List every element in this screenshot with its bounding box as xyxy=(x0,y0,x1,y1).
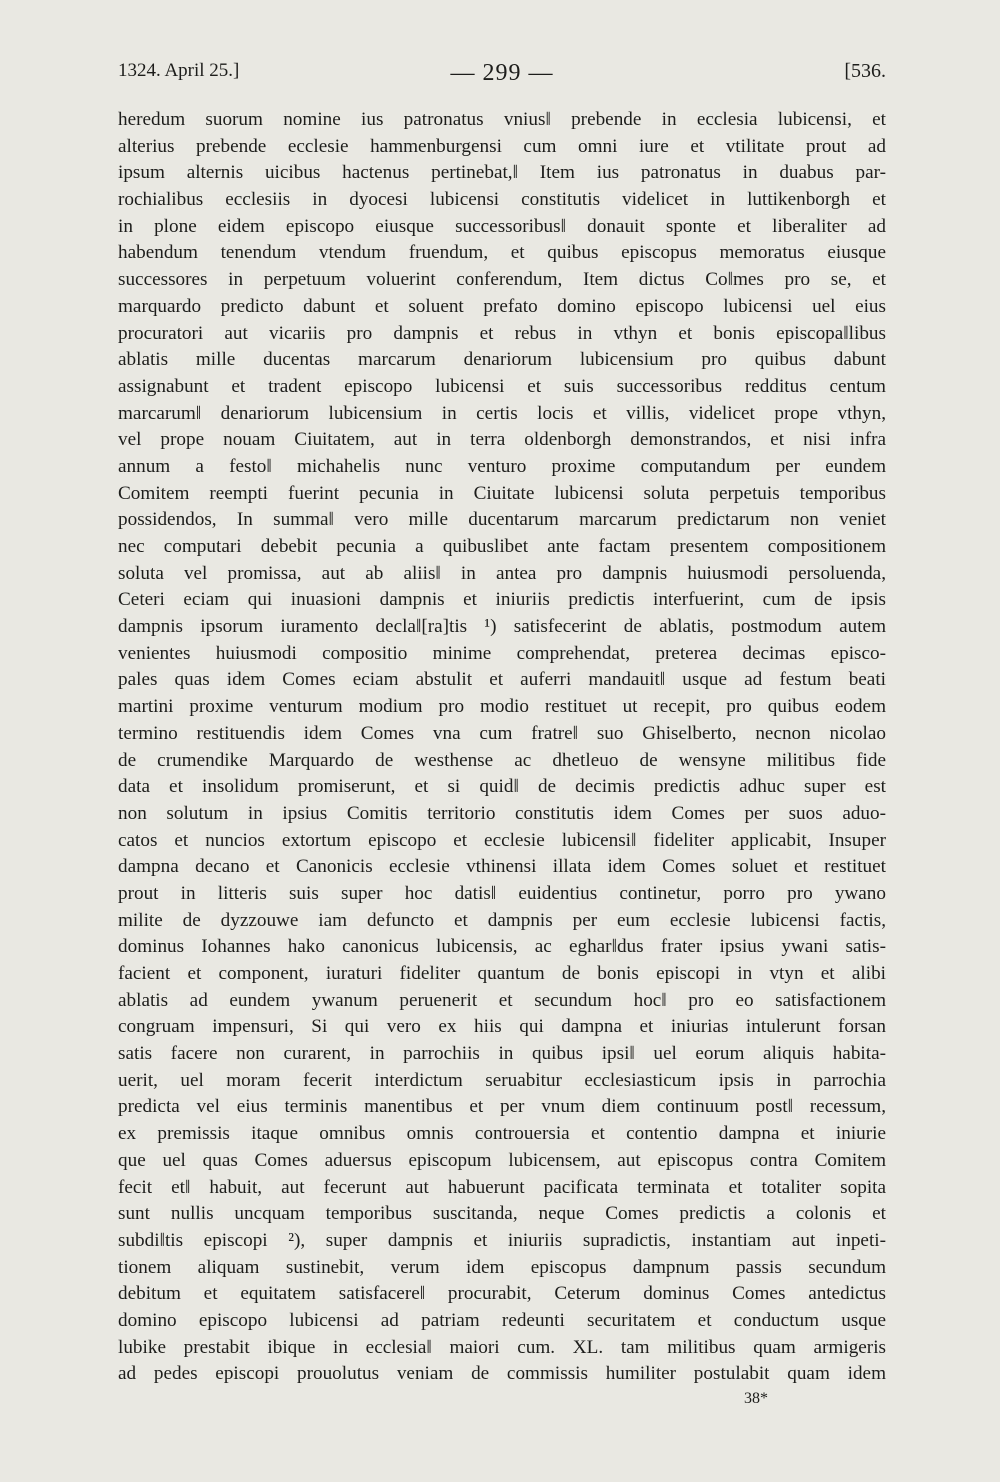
text-line: ablatis mille ducentas marcarum denariorum lubicensium pro quibus dabunt xyxy=(118,349,886,371)
text-line: de crumendike Marquardo de westhense ac dhetleuo de wensyne militibus fide xyxy=(118,749,886,771)
text-line: nec computari debebit pecunia a quibuslibet ante factam presentem compositionem xyxy=(118,536,886,557)
text-line: habendum tenendum vtendum fruendum, et quibus episcopus memoratus eiusque xyxy=(118,242,886,264)
text-line: assignabunt et tradent episcopo lubicensi et suis successoribus redditus centum xyxy=(118,375,886,397)
text-line: rochialibus ecclesiis in dyocesi lubicensi constitutis videlicet in luttikenborgh et xyxy=(118,189,886,211)
text-line: satis facere non curarent, in parrochiis in quibus ipsi‖ uel eorum aliquis habita- xyxy=(118,1043,886,1065)
text-line: debitum et equitatem satisfacere‖ procurabit, Ceterum dominus Comes antedictus xyxy=(118,1283,886,1305)
text-line: annum a festo‖ michahelis nunc venturo proxime computandum per eundem xyxy=(118,455,886,477)
text-line: dampnis ipsorum iuramento decla‖[ra]tis ¹) satisfecerint de ablatis, postmodum autem xyxy=(118,616,886,638)
text-line: uerit, uel moram fecerit interdictum seruabitur ecclesiasticum ipsis in parrochia xyxy=(118,1069,886,1091)
text-line: tionem aliquam sustinebit, verum idem episcopus dampnum passis secundum xyxy=(118,1256,886,1278)
text-line: ipsum alternis uicibus hactenus pertinebat,‖ Item ius patronatus in duabus par- xyxy=(118,162,886,184)
text-line: marcarum‖ denariorum lubicensium in certis locis et villis, videlicet prope vthyn, xyxy=(118,402,886,424)
text-line: milite de dyzzouwe iam defuncto et dampnis per eum ecclesie lubicensi factis, xyxy=(118,909,886,931)
text-line: Ceteri eciam qui inuasioni dampnis et iniuriis predictis interfuerint, cum de ipsis xyxy=(118,589,886,611)
text-line: ad pedes episcopi prouolutus veniam de commissis humiliter postulabit quam idem xyxy=(118,1363,886,1385)
text-line: vel prope nouam Ciuitatem, aut in terra oldenborgh demonstrandos, et nisi infra xyxy=(118,429,886,451)
signature-mark: 38* xyxy=(744,1390,768,1407)
text-line: marquardo predicto dabunt et soluent prefato domino episcopo lubicensi uel eius xyxy=(118,295,886,317)
text-line: in plone eidem episcopo eiusque successoribus‖ donauit sponte et liberaliter ad xyxy=(118,215,886,237)
text-line: pales quas idem Comes eciam abstulit et auferri mandauit‖ usque ad festum beati xyxy=(118,669,886,691)
text-line: subdi‖tis episcopi ²), super dampnis et iniuriis supradictis, instantiam aut inpeti- xyxy=(118,1229,886,1251)
text-line: possidendos, In summa‖ vero mille ducentarum marcarum predictarum non veniet xyxy=(118,509,886,531)
text-line: non solutum in ipsius Comitis territorio constitutis idem Comes per suos aduo- xyxy=(118,802,886,824)
text-line: dominus Iohannes hako canonicus lubicensis, ac eghar‖dus frater ipsius ywani satis- xyxy=(118,936,886,958)
text-line: successores in perpetuum voluerint conferendum, Item dictus Co‖mes pro se, et xyxy=(118,269,886,291)
text-line: lubike prestabit ibique in ecclesia‖ maiori cum. XL. tam militibus quam armigeris xyxy=(118,1336,886,1358)
page-header xyxy=(118,60,886,88)
text-line: predicta vel eius terminis manentibus et per vnum diem continuum post‖ recessum, xyxy=(118,1096,886,1118)
text-line: domino episcopo lubicensi ad patriam redeunti securitatem et conductum usque xyxy=(118,1309,886,1331)
text-line: que uel quas Comes aduersus episcopum lubicensem, aut episcopus contra Comitem xyxy=(118,1149,886,1171)
text-line: soluta vel promissa, aut ab aliis‖ in antea pro dampnis huiusmodi persoluenda, xyxy=(118,562,886,584)
text-line: data et insolidum promiserunt, et si quid‖ de decimis predictis adhuc super est xyxy=(118,776,886,798)
text-line: ex premissis itaque omnibus omnis controuersia et contentio dampna et iniurie xyxy=(118,1123,886,1145)
text-line: congruam impensuri, Si qui vero ex hiis qui dampna et iniurias intulerunt forsan xyxy=(118,1016,886,1038)
text-line: catos et nuncios extortum episcopo et ecclesie lubicensi‖ fideliter applicabit, Insuper xyxy=(118,829,886,851)
text-line: termino restituendis idem Comes vna cum fratre‖ suo Ghiselberto, necnon nicolao xyxy=(118,722,886,744)
text-line: venientes huiusmodi compositio minime comprehendat, preterea decimas episco- xyxy=(118,642,886,664)
text-line: alterius prebende ecclesie hammenburgensi cum omni iure et vtilitate prout ad xyxy=(118,135,886,157)
text-line: heredum suorum nomine ius patronatus vnius‖ prebende in ecclesia lubicensi, et xyxy=(118,109,886,130)
text-line: martini proxime venturum modium pro modio restituet ut recepit, pro quibus eodem xyxy=(118,696,886,718)
page-number: — 299 — xyxy=(450,60,554,86)
text-line: fecit et‖ habuit, aut fecerunt aut habuerunt pacificata terminata et totaliter sopita xyxy=(118,1176,886,1198)
text-line: ablatis ad eundem ywanum peruenerit et secundum hoc‖ pro eo satisfactionem xyxy=(118,989,886,1011)
text-line: prout in litteris suis super hoc datis‖ euidentius continetur, porro pro ywano xyxy=(118,882,886,904)
document-number: [536. xyxy=(844,60,886,82)
text-line: sunt nullis uncquam temporibus suscitanda, neque Comes predictis a colonis et xyxy=(118,1203,886,1225)
text-line: Comitem reempti fuerint pecunia in Ciuitate lubicensi soluta perpetuis temporibus xyxy=(118,482,886,504)
text-line: procuratori aut vicariis pro dampnis et rebus in vthyn et bonis episcopa‖libus xyxy=(118,322,886,344)
text-line: dampna decano et Canonicis ecclesie vthinensi illata idem Comes soluet et restituet xyxy=(118,856,886,878)
text-line: facient et component, iuraturi fideliter quantum de bonis episcopi in vtyn et alibi xyxy=(118,963,886,984)
body-text xyxy=(118,107,886,1388)
header-date-range: 1324. April 25.] xyxy=(118,60,240,81)
